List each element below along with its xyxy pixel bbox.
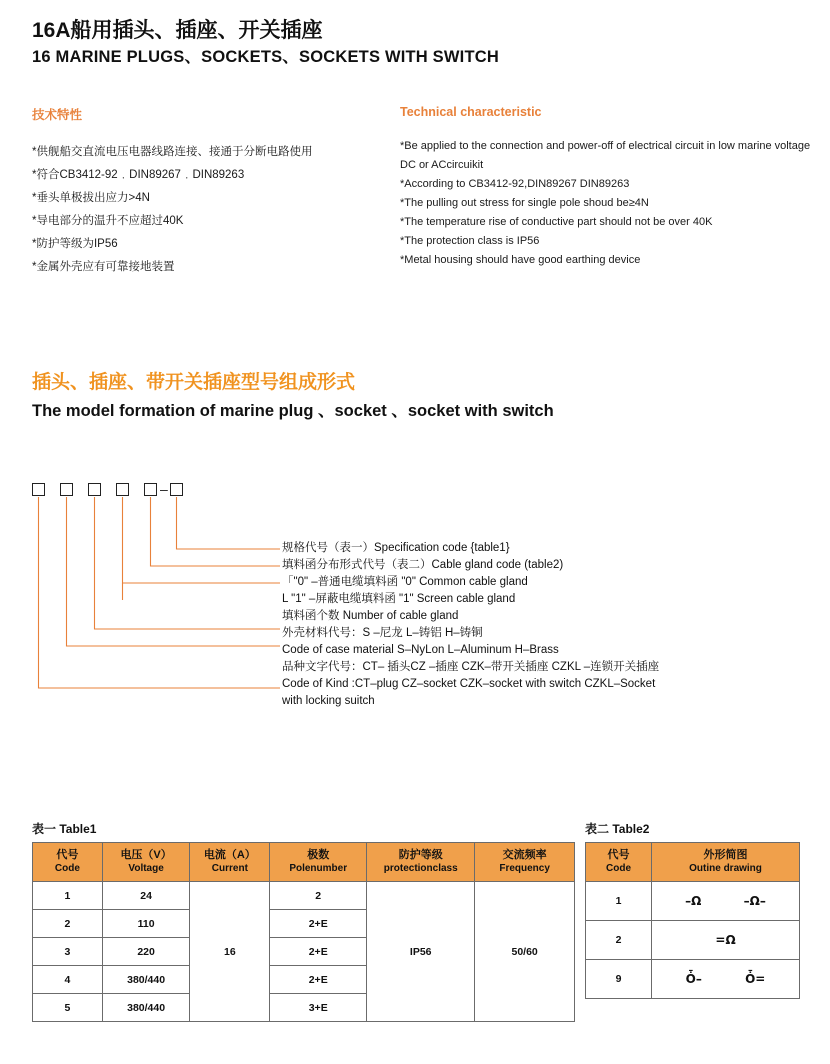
code-box-3 (88, 483, 101, 496)
tech-column-cn (32, 105, 392, 279)
legend-item-screen-gland: L "1" –屏蔽电缆填料函 "1" Screen cable gland (282, 593, 516, 605)
cell-code: 1 (586, 882, 652, 921)
outline-symbol-right: Ȱ= (745, 972, 766, 986)
cell-voltage: 220 (102, 938, 190, 966)
code-box-5 (144, 483, 157, 496)
tech-line-cn: *金属外壳应有可靠接地装置 (32, 261, 175, 273)
tech-line-en: *Be applied to the connection and power-off of electrical circuit in low marine voltage DC or ACcircuikit (400, 140, 811, 171)
code-box-1 (32, 483, 45, 496)
cell-voltage: 24 (102, 882, 190, 910)
cell-frequency: 50/60 (475, 882, 575, 1022)
cell-outline-drawing (652, 921, 800, 960)
cell-pole: 2+E (270, 966, 367, 994)
table1-col-current: 电流（A） Current (190, 843, 270, 882)
cell-pole: 2+E (270, 910, 367, 938)
tech-line-cn: *符合CB3412-92﹒DIN89267﹒DIN89263 (32, 169, 245, 181)
table-row (586, 882, 800, 921)
cell-code: 4 (33, 966, 103, 994)
table2-label: 表二 Table2 (585, 822, 650, 836)
table2-col-outline: 外形简图 Outine drawing (652, 843, 800, 882)
code-dash: – (160, 481, 168, 497)
tech-heading-cn: 技术特性 (32, 108, 83, 122)
cell-code: 1 (33, 882, 103, 910)
table1-label: 表一 Table1 (32, 822, 97, 836)
table2-col-code: 代号 Code (586, 843, 652, 882)
legend-item-cable-gland-code: 填料函分布形式代号（表二）Cable gland code (table2) (282, 559, 564, 571)
outline-symbol-right: –Ω– (743, 894, 766, 908)
legend-item-gland-number: 填料函个数 Number of cable gland (282, 610, 459, 622)
cell-current: 16 (190, 882, 270, 1022)
tech-line-en: *The temperature rise of conductive part should not be over 40K (400, 216, 713, 228)
table2-wrapper (585, 820, 800, 999)
table1-header-row (33, 843, 575, 882)
cell-pole: 2+E (270, 938, 367, 966)
table2 (585, 842, 800, 999)
table1-col-code: 代号 Code (33, 843, 103, 882)
page-title-cn: 16A船用插头、插座、开关插座 (32, 19, 323, 42)
legend-item-kind-code-en: Code of Kind :CT–plug CZ–socket CZK–socket with switch CZKL–Socket (282, 678, 656, 690)
cell-outline-drawing (652, 882, 800, 921)
table1-col-polenumber: 极数 Polenumber (270, 843, 367, 882)
cell-code: 3 (33, 938, 103, 966)
legend-item-kind-code-cn: 品种文字代号：CT– 插头CZ –插座 CZK–带开关插座 CZKL –连锁开关插座 (282, 661, 660, 673)
tech-heading-en: Technical characteristic (400, 105, 542, 119)
tech-line-cn: *导电部分的温升不应超过40K (32, 215, 184, 227)
legend-item-case-material-cn: 外壳材料代号：S –尼龙 L–铸铝 H–铸铜 (282, 627, 483, 639)
table2-header-row (586, 843, 800, 882)
tech-line-cn: *防护等级为IP56 (32, 238, 118, 250)
code-box-2 (60, 483, 73, 496)
cell-pole: 2 (270, 882, 367, 910)
tech-column-en (400, 105, 820, 270)
table-row (586, 960, 800, 999)
legend-item-spec-code: 规格代号（表一）Specification code {table1} (282, 542, 510, 554)
cell-code: 2 (586, 921, 652, 960)
outline-symbol-left: =Ω (715, 933, 736, 947)
cell-outline-drawing (652, 960, 800, 999)
outline-symbol-left: Ȱ– (685, 972, 702, 986)
cell-voltage: 380/440 (102, 966, 190, 994)
page-title-en: 16 MARINE PLUGS、SOCKETS、SOCKETS WITH SWITCH (32, 48, 499, 66)
table1-col-protection: 防护等级 protectionclass (367, 843, 475, 882)
cell-protection: IP56 (367, 882, 475, 1022)
tech-line-en: *The pulling out stress for single pole shoud be≥4N (400, 197, 649, 209)
cell-voltage: 110 (102, 910, 190, 938)
cell-pole: 3+E (270, 994, 367, 1022)
cell-code: 2 (33, 910, 103, 938)
cell-code: 9 (586, 960, 652, 999)
page-header (32, 18, 792, 68)
legend-item-kind-code-en2: with locking suitch (282, 695, 375, 707)
code-box-4 (116, 483, 129, 496)
table-row (586, 921, 800, 960)
table1-wrapper (32, 820, 575, 1022)
tech-line-en: *According to CB3412-92,DIN89267 DIN89263 (400, 178, 630, 190)
tech-line-en: *Metal housing should have good earthing device (400, 254, 641, 266)
model-title-en: The model formation of marine plug 、socket 、socket with switch (32, 402, 554, 420)
code-box-6 (170, 483, 183, 496)
cell-code: 5 (33, 994, 103, 1022)
tech-line-en: *The protection class is IP56 (400, 235, 540, 247)
legend-item-common-gland: 「"0" –普通电缆填料函 "0" Common cable gland (282, 576, 528, 588)
tech-line-cn: *垂头单极拔出应力>4N (32, 192, 150, 204)
model-legend (282, 540, 802, 710)
model-title-cn: 插头、插座、带开关插座型号组成形式 (32, 372, 356, 393)
legend-item-case-material-en: Code of case material S–NyLon L–Aluminum H–Brass (282, 644, 559, 656)
cell-voltage: 380/440 (102, 994, 190, 1022)
table1-col-frequency: 交流频率 Frequency (475, 843, 575, 882)
tech-line-cn: *供舰船交直流电压电器线路连接、接通于分断电路使用 (32, 146, 313, 158)
table1-col-voltage: 电压（V） Voltage (102, 843, 190, 882)
outline-symbol-left: –Ω (685, 894, 702, 908)
table1 (32, 842, 575, 1022)
table-row (33, 882, 575, 910)
model-formation-section (32, 370, 802, 423)
